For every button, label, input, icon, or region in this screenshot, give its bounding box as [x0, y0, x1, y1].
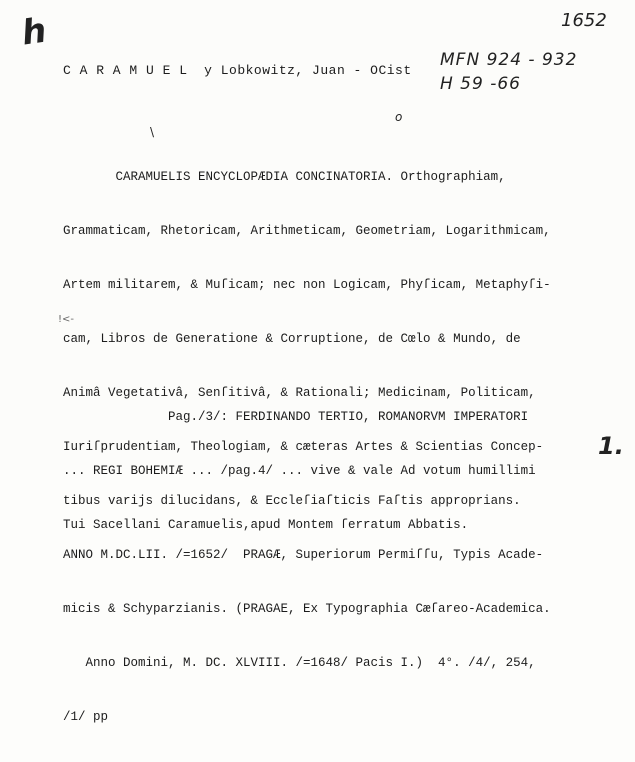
- body-line: Anno Domini, M. DC. XLVIII. /=1648/ Pacis I.) 4°. /4/, 254,: [63, 656, 536, 670]
- body-line: Animâ Vegetativâ, Senſitivâ, & Rationali; Medicinam, Politicam,: [63, 386, 536, 400]
- body-line: cam, Libros de Generatione & Corruptione, de Cœlo & Mundo, de: [63, 332, 521, 346]
- body-line: Grammaticam, Rhetoricam, Arithmeticam, Geometriam, Logarithmicam,: [63, 224, 551, 238]
- arrow-mark: !<-: [58, 314, 74, 325]
- body-line: /1/ pp: [63, 710, 109, 724]
- body-line: micis & Schyparzianis. (PRAGAE, Ex Typographia Cæſareo-Academica.: [63, 602, 551, 616]
- author-heading: C A R A M U E L y Lobkowitz, Juan - OCist: [63, 63, 412, 78]
- dedication-note: [63, 372, 536, 570]
- body-line: Iuriſprudentiam, Theologiam, & cæteras Artes & Scientias Concep-: [63, 440, 544, 454]
- body-line: ANNO M.DC.LII. /=1652/ PRAGÆ, Superiorum Permiſſu, Typis Acade-: [63, 548, 544, 562]
- handwritten-shelf-mark: H 59 -66: [440, 74, 521, 94]
- body-line: tibus varijs dilucidans, & Eccleſiaſticis Faſtis approprians.: [63, 494, 521, 508]
- handwritten-mfn-range: MFN 924 - 932: [440, 50, 578, 70]
- dedication-line: Tui Sacellani Caramuelis,apud Montem ſerratum Abbatis.: [63, 518, 469, 532]
- body-line: Artem militarem, & Muſicam; nec non Logicam, Phyſicam, Metaphyſi-: [63, 278, 551, 292]
- dedication-line: ... REGI BOHEMIÆ ... /pag.4/ ... vive & vale Ad votum humillimi: [63, 464, 536, 478]
- handwritten-correction-o: o: [395, 110, 403, 124]
- body-line: CARAMUELIS ENCYCLOPÆDIA CONCINATORIA. Orthographiam,: [63, 170, 506, 184]
- handwritten-card-number: 1652: [561, 10, 607, 31]
- tick-mark: \: [150, 125, 155, 139]
- handwritten-bottom-mark: 1.: [598, 432, 624, 460]
- dedication-line: Pag./3/: FERDINANDO TERTIO, ROMANORVM IMPERATORI: [63, 410, 529, 424]
- handwritten-corner-mark: h: [19, 10, 49, 54]
